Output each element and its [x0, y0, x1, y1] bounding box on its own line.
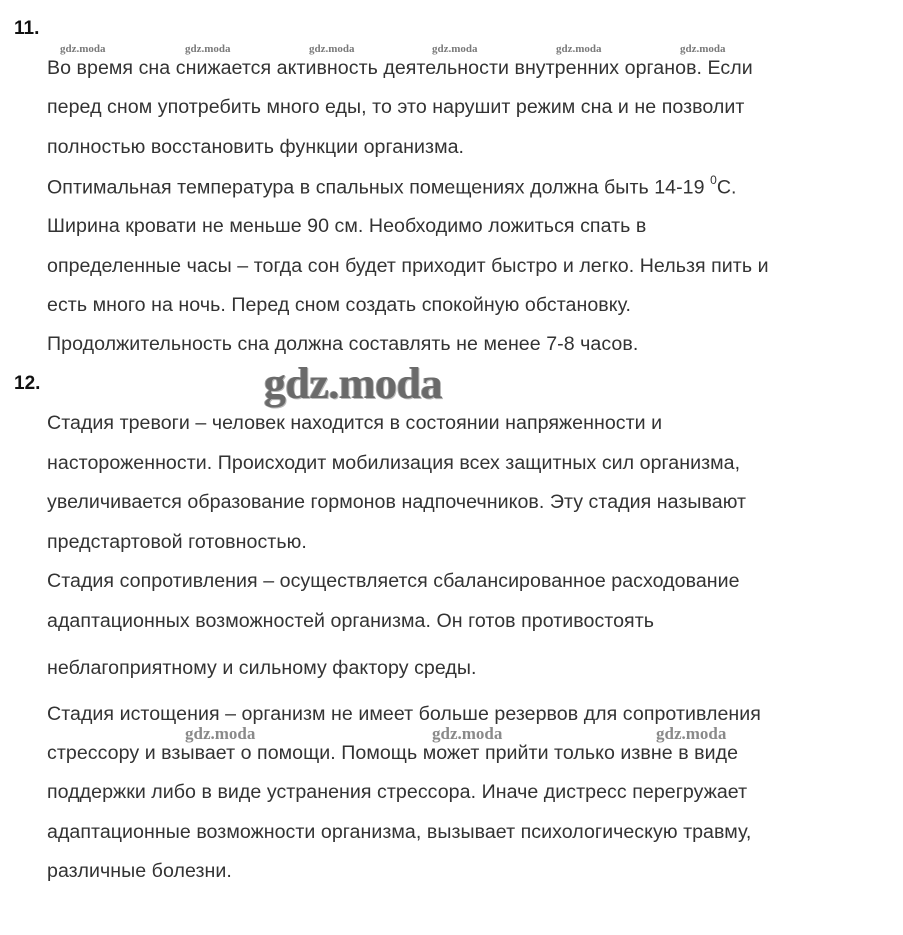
- degree-superscript: 0: [710, 173, 717, 187]
- watermark-logo: gdz.moda: [656, 724, 727, 743]
- paragraph-line: настороженности. Происходит мобилизация всех защитных сил организма,: [47, 452, 741, 474]
- paragraph-line: Оптимальная температура в спальных помещениях должна быть 14-19: [47, 176, 711, 199]
- watermark-logo-large: gdz.moda: [264, 359, 443, 408]
- paragraph-line: полностью восстановить функции организма.: [47, 136, 465, 158]
- paragraph-line: неблагоприятному и сильному фактору среды.: [47, 657, 477, 679]
- temperature-unit: C.: [716, 176, 737, 199]
- paragraph-line: Стадия истощения – организм не имеет больше резервов для сопротивления: [47, 703, 761, 725]
- exercise-number-11: 11.: [14, 18, 40, 39]
- paragraph-line: Ширина кровати не меньше 90 см. Необходимо ложиться спать в: [47, 215, 647, 237]
- watermark-logo: gdz.moda: [432, 724, 503, 743]
- paragraph-line: Стадия тревоги – человек находится в состоянии напряженности и: [47, 412, 663, 434]
- paragraph-line: Стадия сопротивления – осуществляется сбалансированное расходование: [47, 570, 740, 592]
- exercise-number-12: 12.: [14, 373, 41, 394]
- paragraph-line: различные болезни.: [47, 860, 232, 882]
- watermark-logo: gdz.moda: [309, 43, 355, 55]
- paragraph-line: перед сном употребить много еды, то это нарушит режим сна и не позволит: [47, 96, 745, 118]
- watermark-logo: gdz.moda: [680, 43, 726, 55]
- temperature-line: [47, 175, 737, 200]
- paragraph-line: адаптационных возможностей организма. Он готов противостоять: [47, 610, 654, 632]
- watermark-logo: gdz.moda: [60, 43, 106, 55]
- paragraph-line: определенные часы – тогда сон будет приходит быстро и легко. Нельзя пить и: [47, 255, 769, 277]
- watermark-logo: gdz.moda: [556, 43, 602, 55]
- paragraph-line: Продолжительность сна должна составлять не менее 7-8 часов.: [47, 333, 639, 355]
- paragraph-line: поддержки либо в виде устранения стрессора. Иначе дистресс перегружает: [47, 781, 748, 803]
- paragraph-line: стрессору и взывает о помощи. Помощь может прийти только извне в виде: [47, 742, 739, 764]
- paragraph-line: увеличивается образование гормонов надпочечников. Эту стадия называют: [47, 491, 747, 513]
- paragraph-line: есть много на ночь. Перед сном создать спокойную обстановку.: [47, 294, 631, 316]
- watermark-logo: gdz.moda: [185, 43, 231, 55]
- paragraph-line: предстартовой готовностью.: [47, 531, 307, 553]
- watermark-logo: gdz.moda: [432, 43, 478, 55]
- paragraph-line: адаптационные возможности организма, вызывает психологическую травму,: [47, 821, 752, 843]
- paragraph-line: Во время сна снижается активность деятельности внутренних органов. Если: [47, 57, 753, 79]
- watermark-logo: gdz.moda: [185, 724, 256, 743]
